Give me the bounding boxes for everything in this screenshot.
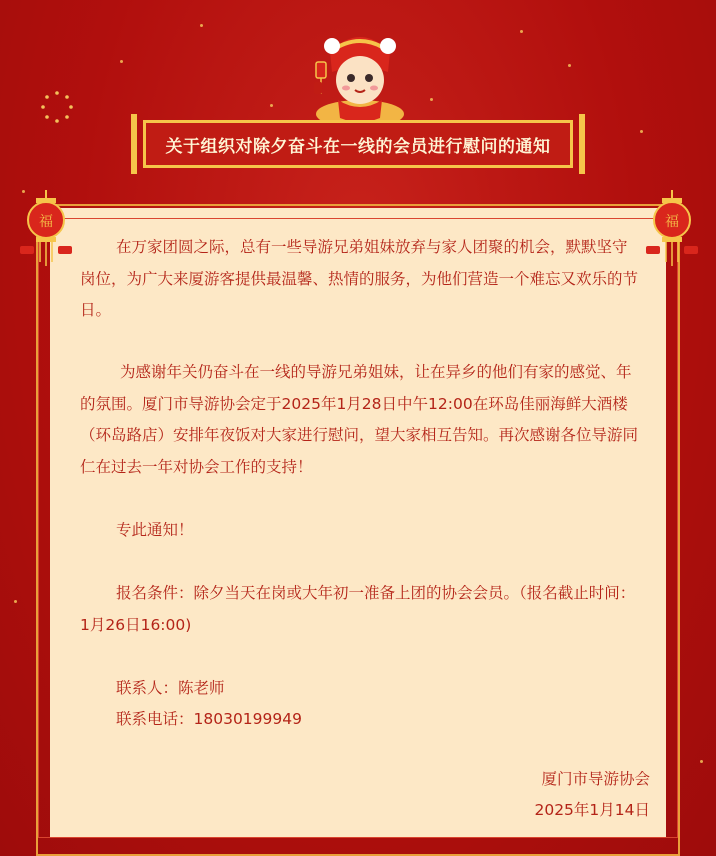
- lantern-char: 福: [39, 214, 53, 230]
- paragraph-intro: 在万家团圆之际，总有一些导游兄弟姐妹放弃与家人团聚的机会，默默坚守岗位，为广大来厦游客提供最温馨、热情的服务，为他们营造一个难忘又欢乐的节日。: [80, 238, 639, 319]
- title-box: [143, 120, 573, 168]
- notice-title: 关于组织对除夕奋斗在一线的会员进行慰问的通知: [165, 136, 551, 157]
- paragraph-arrangement: 为感谢年关仍奋斗在一线的导游兄弟姐妹，让在异乡的他们有家的感觉、年的氛围。厦门市导游协会定于2025年1月28日中午12:00在环岛佳丽海鲜大酒楼（环岛路店）安排年夜饭对大家进行慰问，望大家相互告知。再次感谢各位导游同仁在过去一年对协会工作的支持！: [80, 363, 639, 476]
- title-banner: [131, 114, 585, 174]
- contact-phone: 联系电话：18030199949: [116, 710, 302, 728]
- sparkle: [568, 64, 571, 67]
- lantern-char: 福: [665, 214, 679, 230]
- sparkle: [640, 130, 643, 133]
- sparkle: [14, 600, 17, 603]
- signature-org: 厦门市导游协会: [541, 770, 650, 788]
- sparkle: [270, 104, 273, 107]
- signature-date: 2025年1月14日: [534, 801, 650, 819]
- paragraph-notice: 专此通知！: [116, 521, 194, 539]
- lantern-left-icon: [18, 190, 74, 270]
- sparkle: [120, 60, 123, 63]
- firework-icon: [40, 90, 74, 124]
- contact-person: 联系人：陈老师: [116, 679, 225, 697]
- lantern-right-icon: [644, 190, 700, 270]
- sparkle: [520, 30, 523, 33]
- paragraph-eligibility: 报名条件：除夕当天在岗或大年初一准备上团的协会会员。（报名截止时间：1月26日16:00): [80, 584, 636, 634]
- sparkle: [700, 760, 703, 763]
- sparkle: [200, 24, 203, 27]
- sparkle: [430, 98, 433, 101]
